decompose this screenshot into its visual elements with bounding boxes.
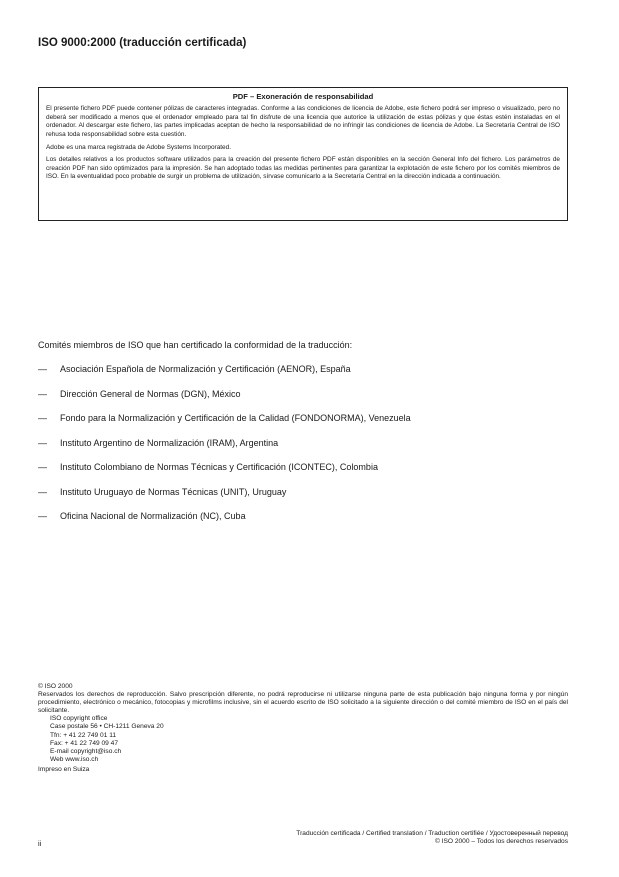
address-line: Tfn: + 41 22 749 01 11 xyxy=(50,731,117,739)
dash-bullet: — xyxy=(38,388,47,399)
footer-certification xyxy=(296,830,568,846)
list-item xyxy=(38,511,411,536)
copyright-block xyxy=(38,683,568,774)
member-list xyxy=(38,364,411,536)
list-item xyxy=(38,438,411,463)
disclaimer-paragraph: El presente fichero PDF puede contener pólizas de caracteres integradas. Conforme a las condiciones de licencia de Adobe, este fichero podrá ser impreso o visualizado, pero no deberá ser modificado a menos que el ordenador empleado para tal fin disfrute de una licencia que autorice la utilización de estas pólizas y que éstas estén instaladas en el ordenador. Al descargar este fichero, las partes implicadas aceptan de hecho la responsabilidad de no infringir las condiciones de licencia de Adobe. La Secretaría Central de ISO rehusa toda responsabilidad sobre esta cuestión. xyxy=(46,105,560,138)
disclaimer-paragraph: Adobe es una marca registrada de Adobe Systems Incorporated. xyxy=(46,143,232,151)
disclaimer-paragraph: Los detalles relativos a los productos software utilizados para la creación del presente fichero PDF están disponibles en la sección General Info del fichero. Los parámetros de creación PDF han sido optimizados para la impresión. Se han adoptado todas las medidas pertinentes para garantizar la explotación de este fichero por los comités miembros de ISO. En la eventualidad poco probable de surgir un problema de utilización, sírvase comunicarlo a la Secretaría Central en la dirección indicada a continuación. xyxy=(46,156,560,181)
dash-bullet: — xyxy=(38,511,47,521)
disclaimer-title: PDF – Exoneración de responsabilidad xyxy=(232,92,374,101)
certified-translation-line: Traducción certificada / Certified translation / Traduction certifiée / Удостоверенный перевод xyxy=(296,830,568,837)
email-line: E-mail copyright@iso.ch xyxy=(50,747,122,755)
member-name: Asociación Española de Normalización y Certificación (AENOR), España xyxy=(60,364,351,374)
address-line: Case postale 56 • CH-1211 Geneva 20 xyxy=(50,723,164,731)
member-name: Fondo para la Normalización y Certificación de la Calidad (FONDONORMA), Venezuela xyxy=(60,413,411,423)
page-number: ii xyxy=(38,839,42,848)
printed-in: Impreso en Suiza xyxy=(38,765,90,773)
address-line: Fax: + 41 22 749 09 47 xyxy=(50,739,119,747)
address-line: ISO copyright office xyxy=(50,715,108,723)
member-name: Instituto Argentino de Normalización (IRAM), Argentina xyxy=(60,437,279,448)
dash-bullet: — xyxy=(38,437,47,448)
member-name: Oficina Nacional de Normalización (NC), Cuba xyxy=(60,511,246,521)
iso-address xyxy=(38,715,568,764)
member-name: Instituto Uruguayo de Normas Técnicas (UNIT), Uruguay xyxy=(60,486,287,497)
list-item xyxy=(38,487,411,512)
rights-statement: Reservados los derechos de reproducción. Salvo prescripción diferente, no podrá reproducirse ni utilizarse ninguna parte de esta publicación bajo ninguna forma y por ningún procedimiento, electrónico o mecánico, fotocopias y microfilms inclusive, sin el acuerdo escrito de ISO solicitado a la siguiente dirección o del comité miembro de ISO en el país del solicitante. xyxy=(38,691,568,715)
footer-rights-line: © ISO 2000 – Todos los derechos reservados xyxy=(434,838,568,846)
list-item xyxy=(38,364,411,389)
list-item xyxy=(38,413,411,438)
members-intro: Comités miembros de ISO que han certificado la conformidad de la traducción: xyxy=(38,340,353,350)
member-name: Instituto Colombiano de Normas Técnicas y Certificación (ICONTEC), Colombia xyxy=(60,462,378,472)
dash-bullet: — xyxy=(38,486,47,497)
copyright-notice: © ISO 2000 xyxy=(38,683,73,690)
pdf-disclaimer-box xyxy=(38,87,568,221)
dash-bullet: — xyxy=(38,462,47,472)
dash-bullet: — xyxy=(38,413,47,423)
list-item xyxy=(38,389,411,414)
dash-bullet: — xyxy=(38,364,47,374)
list-item xyxy=(38,462,411,487)
web-line: Web www.iso.ch xyxy=(50,755,99,763)
member-name: Dirección General de Normas (DGN), México xyxy=(60,388,241,399)
document-title: ISO 9000:2000 (traducción certificada) xyxy=(38,37,247,49)
